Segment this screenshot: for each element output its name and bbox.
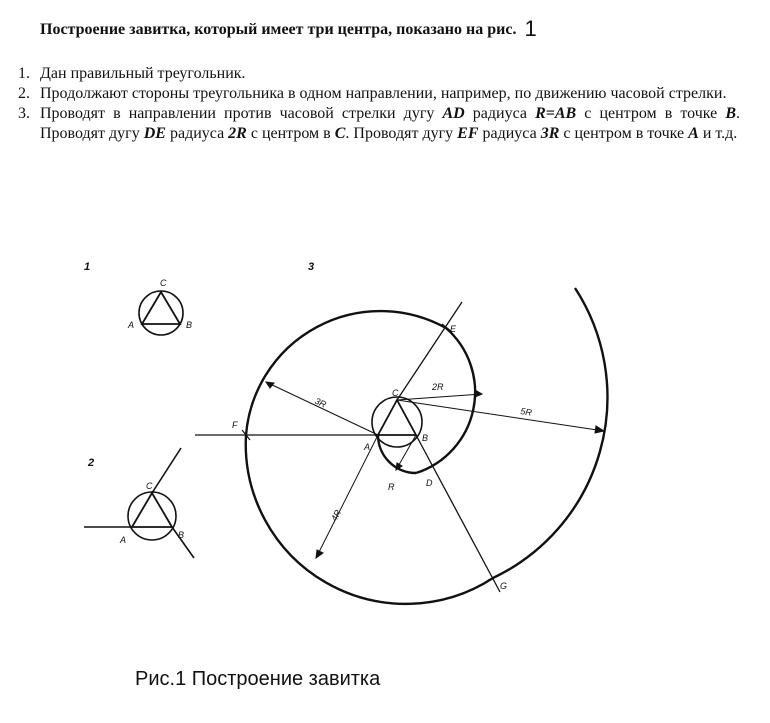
step-text: Продолжают стороны треугольника в одном направлении, например, по движению часовой стрелки. [40, 85, 727, 102]
step-term: 2R [228, 125, 247, 142]
radius-label-r: R [388, 482, 395, 492]
circle-shape [128, 492, 176, 540]
step-text: с центром в [246, 125, 335, 142]
central-circle [372, 397, 422, 447]
point-label-b: B [178, 530, 185, 540]
radius-5r-line [397, 400, 604, 431]
extension-line [397, 302, 462, 400]
step-term: AD [442, 105, 465, 122]
step-text: и т.д. [698, 125, 738, 142]
step-number: 1. [18, 65, 30, 82]
step-term: EF [457, 125, 479, 142]
panel-label-2: 2 [88, 457, 95, 469]
step-number: 2. [18, 85, 30, 102]
step-text: Проводят в направлении против часовой стрелки дугу [40, 105, 443, 122]
point-label-c: C [160, 278, 167, 288]
panel-1 [84, 261, 192, 335]
point-label-f: F [232, 420, 238, 430]
point-label-a: A [128, 320, 135, 330]
step-term: R=AB [535, 105, 577, 122]
step-1 [18, 64, 740, 84]
radius-label-5r: 5R [519, 406, 533, 418]
figure-caption: Рис.1 Построение завитка [135, 668, 381, 690]
circle-shape [139, 291, 183, 335]
step-text: с центром в точке [576, 105, 726, 122]
radius-label-4r: 4R [328, 508, 344, 523]
extension-line [152, 448, 181, 493]
step-3 [18, 104, 740, 144]
panel-label-3: 3 [308, 261, 315, 273]
extension-line [416, 435, 500, 592]
title-text: Построение завитка, который имеет три центра, показано на рис. [40, 21, 517, 38]
point-label-e: E [450, 324, 457, 334]
triangle-shape [142, 292, 180, 324]
step-number: 3. [18, 105, 30, 122]
step-term: A [688, 125, 699, 142]
point-label-d: D [426, 478, 433, 488]
point-label-c: C [146, 481, 153, 491]
arc-fg [246, 435, 493, 604]
panel-2 [84, 448, 194, 558]
title-figure-number: 1 [524, 16, 537, 41]
point-label-a: A [120, 535, 127, 545]
radius-2r-line [397, 394, 482, 400]
radius-label-3r: 3R [313, 395, 328, 410]
arrow-head [266, 382, 274, 388]
panel-label-1: 1 [84, 261, 91, 273]
step-term: C [334, 125, 346, 142]
arrow-head [595, 426, 604, 433]
step-term: 3R [540, 125, 560, 142]
step-text: радиуса [478, 125, 541, 142]
spiral-drawing [0, 240, 770, 660]
step-text: радиуса [165, 125, 229, 142]
step-2 [18, 84, 740, 104]
point-label-a: A [364, 442, 371, 452]
steps-list [18, 64, 740, 144]
point-label-b: B [422, 433, 429, 443]
panel-3 [195, 261, 607, 604]
triangle-shape [132, 493, 172, 527]
point-label-c: C [392, 388, 399, 398]
point-label-g: G [500, 581, 508, 591]
central-triangle [378, 400, 416, 435]
step-term: DE [143, 125, 166, 142]
step-text: . Проводят дугу [40, 105, 741, 142]
arrow-head [475, 390, 482, 397]
radius-label-2r: 2R [432, 382, 444, 392]
arc-ef [246, 311, 446, 435]
step-text: Дан правильный треугольник. [40, 65, 246, 82]
step-term: B [725, 105, 737, 122]
step-text: радиуса [464, 105, 536, 122]
arrow-head [316, 550, 323, 558]
arc-outer [493, 288, 607, 578]
step-text: с центром в точке [559, 125, 689, 142]
spiral-figure [0, 240, 770, 660]
page-title [40, 14, 760, 40]
step-text: . Проводят дугу [345, 125, 458, 142]
point-label-b: B [186, 320, 193, 330]
radius-4r-line [316, 435, 378, 558]
